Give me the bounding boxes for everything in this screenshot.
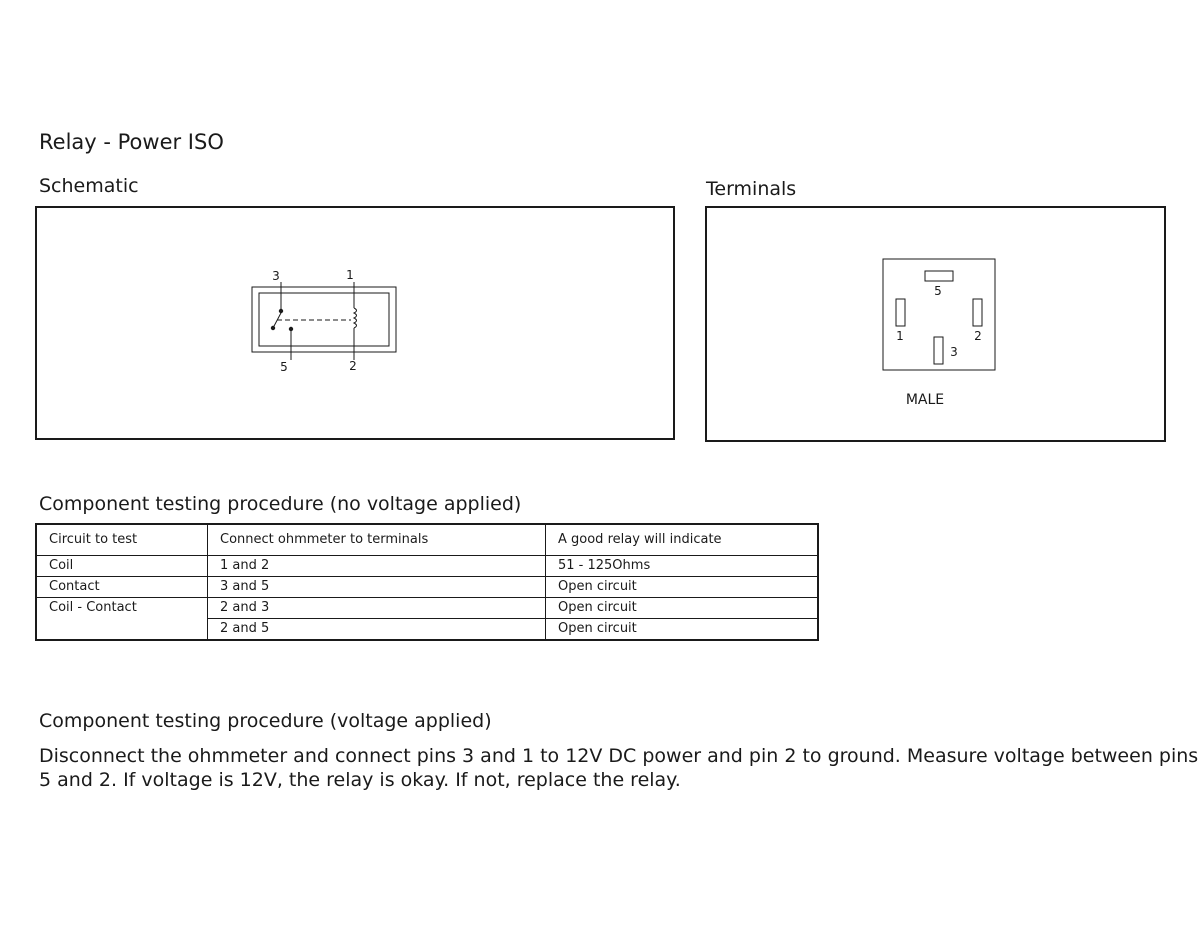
terminal-5	[925, 271, 953, 281]
table-row	[36, 577, 818, 598]
connector-outline	[883, 259, 995, 370]
table-row	[36, 619, 818, 641]
table-cell: Open circuit	[546, 577, 819, 598]
table-cell: Open circuit	[546, 619, 819, 641]
table-cell: 2 and 5	[208, 619, 546, 641]
terminal-layout-diagram	[707, 208, 1164, 440]
table-cell	[36, 619, 208, 641]
terminal-3	[934, 337, 943, 364]
page-title: Relay - Power ISO	[39, 130, 224, 154]
column-header: Circuit to test	[36, 524, 208, 556]
schematic-pin-5-label: 5	[280, 360, 288, 374]
terminal-2	[973, 299, 982, 326]
table-cell: 2 and 3	[208, 598, 546, 619]
schematic-heading: Schematic	[39, 175, 139, 197]
schematic-pin-3-label: 3	[272, 269, 280, 283]
coil-symbol	[354, 308, 357, 328]
terminal-2-label: 2	[974, 329, 982, 343]
schematic-pin-2-label: 2	[349, 359, 357, 373]
table-cell: Open circuit	[546, 598, 819, 619]
terminals-panel	[705, 206, 1166, 442]
table-cell: 51 - 125Ohms	[546, 556, 819, 577]
table-row	[36, 598, 818, 619]
relay-schematic-diagram	[37, 208, 673, 438]
schematic-panel	[35, 206, 675, 440]
terminal-1-label: 1	[896, 329, 904, 343]
table-cell: Coil - Contact	[36, 598, 208, 619]
table-cell: Contact	[36, 577, 208, 598]
connector-type-label: MALE	[905, 392, 945, 408]
table-cell: 1 and 2	[208, 556, 546, 577]
schematic-pin-1-label: 1	[346, 268, 354, 282]
table-cell: Coil	[36, 556, 208, 577]
column-header: Connect ohmmeter to terminals	[208, 524, 546, 556]
table-row	[36, 556, 818, 577]
table-cell: 3 and 5	[208, 577, 546, 598]
terminal-5-label: 5	[934, 284, 942, 298]
test-voltage-instructions: Disconnect the ohmmeter and connect pins 3 and 1 to 12V DC power and pin 2 to ground. Measure voltage between pins 5 and 2. If voltage is 12V, the relay is okay. If not, replace the relay.	[39, 745, 1199, 791]
test-voltage-heading: Component testing procedure (voltage applied)	[39, 710, 492, 732]
table-header-row	[36, 524, 818, 556]
terminals-heading: Terminals	[706, 178, 797, 200]
test-procedure-table	[35, 523, 819, 641]
relay-outer-box	[252, 287, 396, 352]
column-header: A good relay will indicate	[558, 532, 722, 547]
test-no-voltage-heading: Component testing procedure (no voltage applied)	[39, 493, 522, 515]
terminal-3-label: 3	[950, 345, 958, 359]
terminal-1	[896, 299, 905, 326]
